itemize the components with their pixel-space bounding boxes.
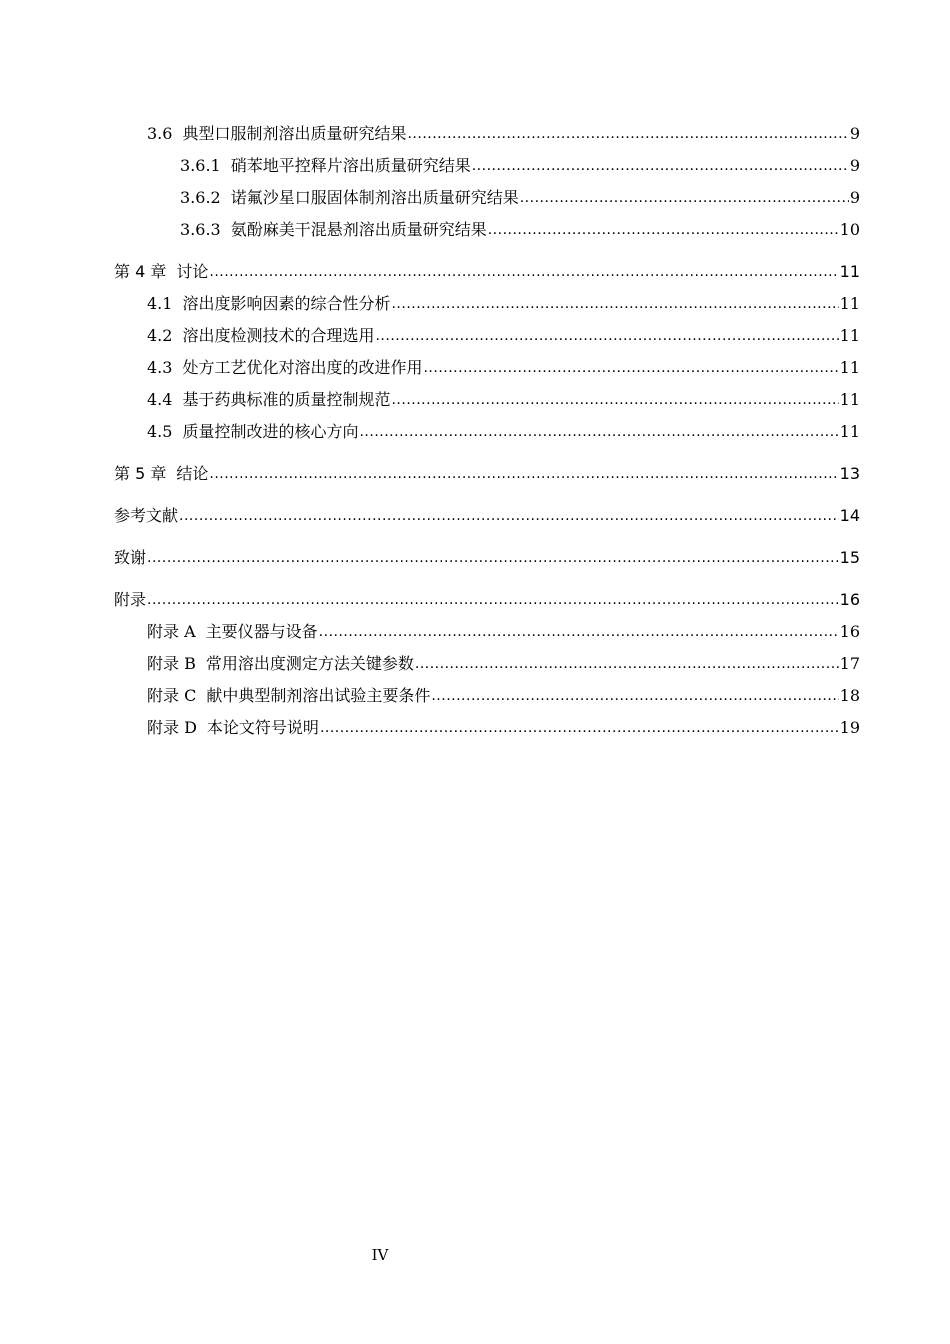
- toc-entry[interactable]: [114, 118, 860, 150]
- toc-entry-page: 9: [849, 156, 860, 175]
- toc-entry-title: 致谢: [114, 548, 147, 567]
- toc-entry-page: 19: [839, 718, 860, 737]
- toc-entry-page: 16: [839, 590, 860, 609]
- toc-entry-number: 4.4: [147, 390, 173, 409]
- toc-leader-dots: [179, 499, 839, 532]
- toc-entry-page: 9: [849, 124, 860, 143]
- toc-entry-number: 4.2: [147, 326, 173, 345]
- toc-entry-title: 基于药典标准的质量控制规范: [182, 390, 391, 409]
- toc-entry-number: 3.6.2: [180, 188, 221, 207]
- table-of-contents: [114, 118, 860, 744]
- toc-entry-title: 献中典型制剂溶出试验主要条件: [206, 686, 431, 705]
- toc-entry-number: 4.3: [147, 358, 173, 377]
- toc-entry[interactable]: [114, 384, 860, 416]
- toc-leader-dots: [391, 383, 838, 416]
- toc-entry[interactable]: [114, 416, 860, 448]
- page-number-footer: IV: [371, 1246, 389, 1264]
- toc-entry-title: 氨酚麻美干混悬剂溶出质量研究结果: [230, 220, 487, 239]
- toc-entry-title: 本论文符号说明: [206, 718, 319, 737]
- toc-chapter-entry[interactable]: [114, 458, 860, 490]
- toc-leader-dots: [431, 679, 838, 712]
- toc-entry[interactable]: [114, 712, 860, 744]
- toc-entry-title: 讨论: [176, 262, 209, 281]
- toc-chapter-entry[interactable]: [114, 256, 860, 288]
- toc-leader-dots: [488, 213, 839, 246]
- toc-entry-title: 主要仪器与设备: [205, 622, 318, 641]
- toc-entry-page: 11: [839, 422, 860, 441]
- toc-entry-title: 附录: [114, 590, 147, 609]
- toc-chapter-entry[interactable]: [114, 584, 860, 616]
- toc-entry[interactable]: [114, 150, 860, 182]
- toc-entry-page: 16: [839, 622, 860, 641]
- toc-entry-number: 3.6: [147, 124, 173, 143]
- toc-entry-number: 第 5 章: [114, 464, 167, 483]
- toc-entry-page: 9: [849, 188, 860, 207]
- toc-entry[interactable]: [114, 320, 860, 352]
- toc-leader-dots: [209, 255, 838, 288]
- toc-entry-page: 18: [839, 686, 860, 705]
- toc-entry-page: 10: [839, 220, 860, 239]
- toc-leader-dots: [472, 149, 849, 182]
- toc-entry-title: 质量控制改进的核心方向: [182, 422, 359, 441]
- toc-entry-page: 15: [839, 548, 860, 567]
- toc-leader-dots: [319, 615, 839, 648]
- toc-entry-page: 11: [839, 358, 860, 377]
- toc-chapter-entry[interactable]: [114, 500, 860, 532]
- toc-entry[interactable]: [114, 352, 860, 384]
- toc-leader-dots: [415, 647, 839, 680]
- toc-entry-number: 3.6.1: [180, 156, 221, 175]
- toc-entry[interactable]: [114, 214, 860, 246]
- toc-entry-number: 3.6.3: [180, 220, 221, 239]
- toc-entry-number: 4.1: [147, 294, 173, 313]
- toc-leader-dots: [520, 181, 849, 214]
- toc-leader-dots: [147, 541, 839, 574]
- toc-leader-dots: [209, 457, 838, 490]
- toc-entry-number: 附录 C: [147, 686, 197, 705]
- toc-entry-page: 17: [839, 654, 860, 673]
- toc-entry-title: 常用溶出度测定方法关键参数: [205, 654, 414, 673]
- toc-entry-number: 附录 A: [147, 622, 196, 641]
- toc-entry[interactable]: [114, 648, 860, 680]
- toc-entry[interactable]: [114, 680, 860, 712]
- toc-entry-title: 硝苯地平控释片溶出质量研究结果: [230, 156, 471, 175]
- toc-leader-dots: [391, 287, 838, 320]
- toc-leader-dots: [423, 351, 838, 384]
- toc-entry-title: 处方工艺优化对溶出度的改进作用: [182, 358, 423, 377]
- toc-entry-page: 11: [839, 390, 860, 409]
- toc-entry[interactable]: [114, 616, 860, 648]
- toc-entry-title: 典型口服制剂溶出质量研究结果: [182, 124, 407, 143]
- toc-entry-page: 14: [839, 506, 860, 525]
- toc-entry-number: 附录 B: [147, 654, 196, 673]
- toc-entry[interactable]: [114, 182, 860, 214]
- toc-entry[interactable]: [114, 288, 860, 320]
- toc-leader-dots: [320, 711, 839, 744]
- toc-entry-title: 参考文献: [114, 506, 179, 525]
- toc-entry-title: 溶出度影响因素的综合性分析: [182, 294, 391, 313]
- toc-chapter-entry[interactable]: [114, 542, 860, 574]
- toc-leader-dots: [407, 117, 848, 150]
- toc-entry-title: 诺氟沙星口服固体制剂溶出质量研究结果: [230, 188, 519, 207]
- toc-entry-page: 11: [839, 326, 860, 345]
- toc-entry-number: 附录 D: [147, 718, 197, 737]
- toc-entry-number: 4.5: [147, 422, 173, 441]
- toc-entry-title: 溶出度检测技术的合理选用: [182, 326, 375, 345]
- toc-leader-dots: [375, 319, 838, 352]
- toc-leader-dots: [359, 415, 838, 448]
- toc-entry-number: 第 4 章: [114, 262, 167, 281]
- toc-leader-dots: [147, 583, 839, 616]
- toc-entry-page: 11: [839, 262, 860, 281]
- toc-entry-title: 结论: [176, 464, 209, 483]
- toc-entry-page: 11: [839, 294, 860, 313]
- toc-entry-page: 13: [839, 464, 860, 483]
